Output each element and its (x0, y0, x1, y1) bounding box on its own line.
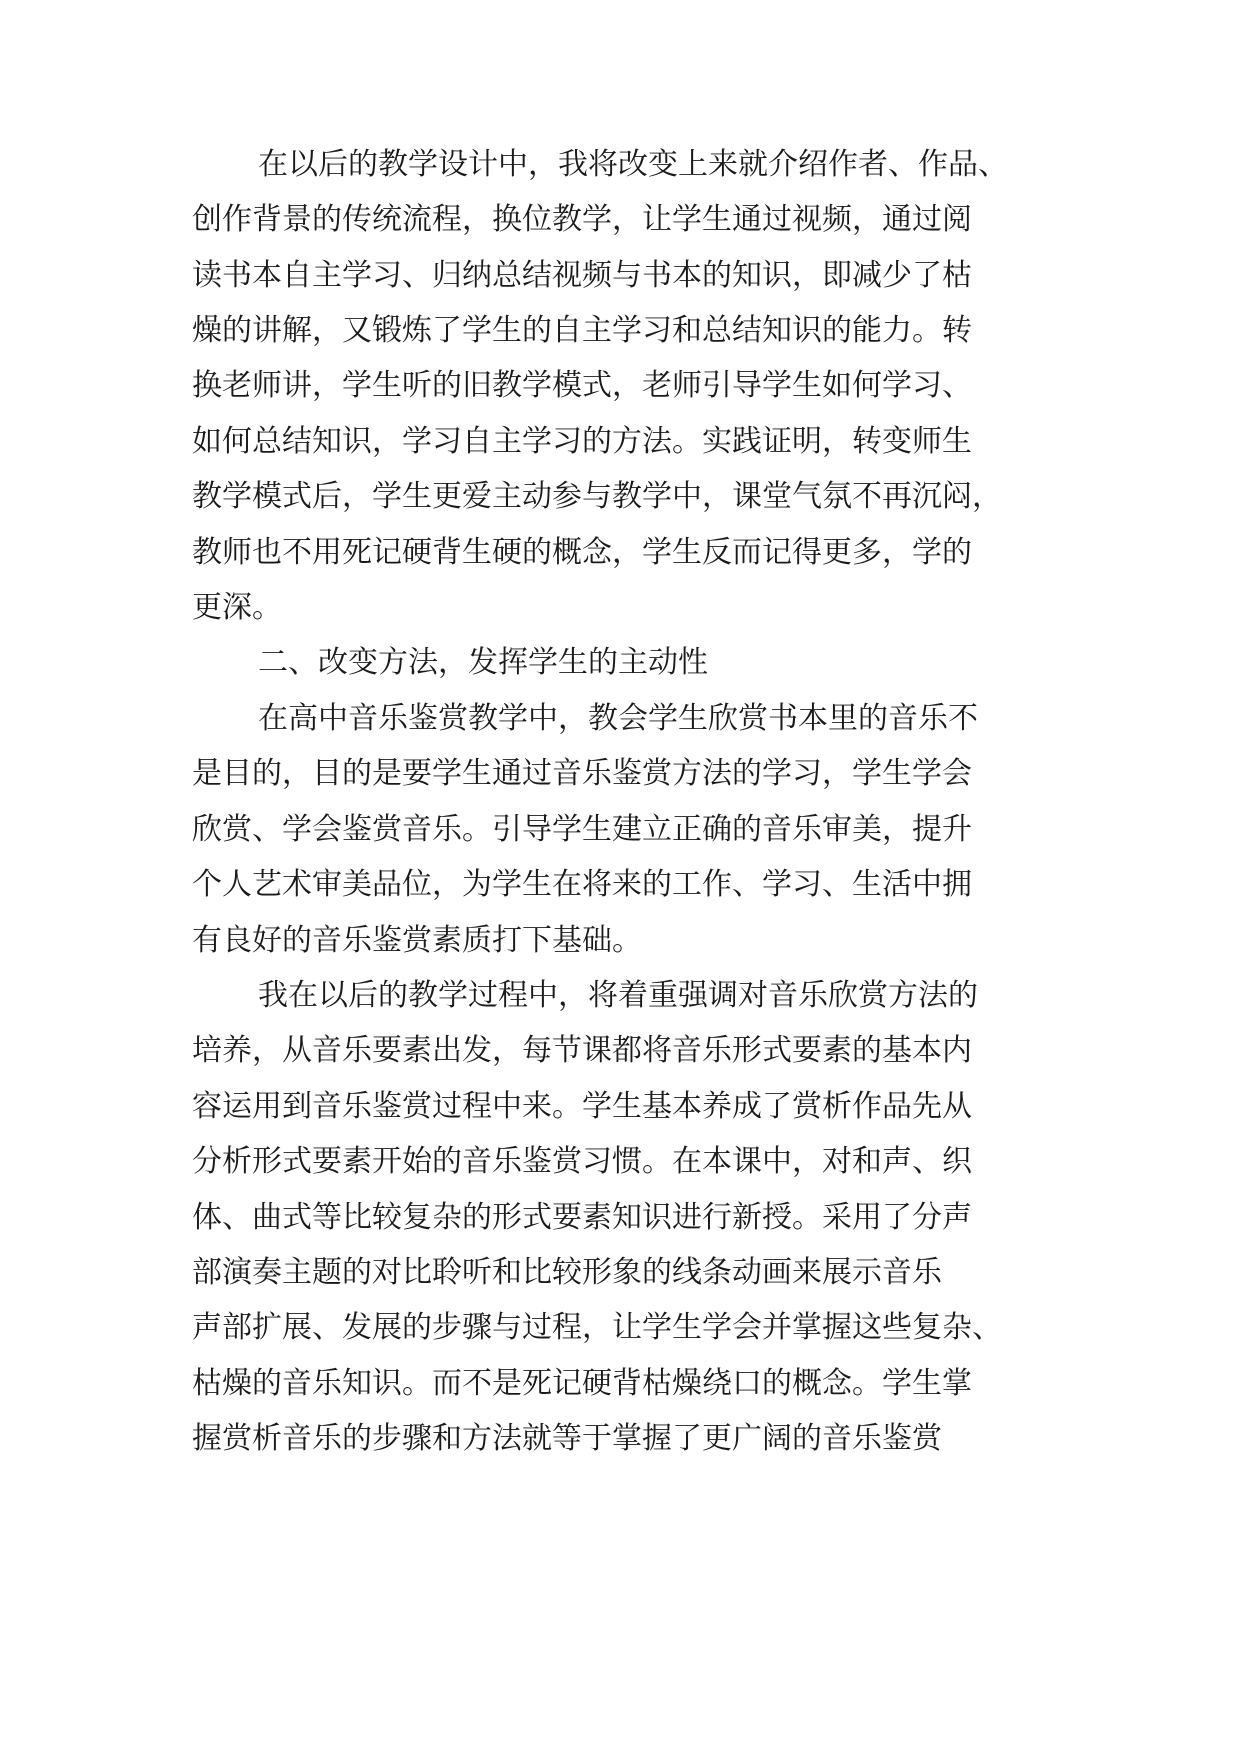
text-line: 欣赏、学会鉴赏音乐。引导学生建立正确的音乐审美，提升 (192, 812, 972, 847)
section-heading: 二、改变方法，发挥学生的主动性 (258, 645, 708, 680)
text-line: 燥的讲解，又锻炼了学生的自主学习和总结知识的能力。转 (192, 313, 972, 348)
text-line: 更深。 (192, 590, 282, 625)
text-line: 教学模式后，学生更爱主动参与教学中，课堂气氛不再沉闷， (192, 479, 1002, 514)
text-line: 体、曲式等比较复杂的形式要素知识进行新授。采用了分声 (192, 1200, 972, 1235)
text-line: 部演奏主题的对比聆听和比较形象的线条动画来展示音乐 (192, 1255, 942, 1290)
text-line: 枯燥的音乐知识。而不是死记硬背枯燥绕口的概念。学生掌 (192, 1366, 972, 1401)
text-line: 我在以后的教学过程中，将着重强调对音乐欣赏方法的 (258, 978, 978, 1013)
text-line: 握赏析音乐的步骤和方法就等于掌握了更广阔的音乐鉴赏 (192, 1421, 942, 1456)
text-line: 在高中音乐鉴赏教学中，教会学生欣赏书本里的音乐不 (258, 701, 978, 736)
text-line: 是目的，目的是要学生通过音乐鉴赏方法的学习，学生学会 (192, 756, 972, 791)
text-line: 声部扩展、发展的步骤与过程，让学生学会并掌握这些复杂、 (192, 1310, 1002, 1345)
text-line: 培养，从音乐要素出发，每节课都将音乐形式要素的基本内 (192, 1033, 972, 1068)
text-line: 有良好的音乐鉴赏素质打下基础。 (192, 923, 642, 958)
text-line: 创作背景的传统流程，换位教学，让学生通过视频，通过阅 (192, 202, 972, 237)
text-line: 读书本自主学习、归纳总结视频与书本的知识，即减少了枯 (192, 258, 972, 293)
text-line: 分析形式要素开始的音乐鉴赏习惯。在本课中，对和声、织 (192, 1144, 972, 1179)
text-line: 个人艺术审美品位，为学生在将来的工作、学习、生活中拥 (192, 867, 972, 902)
text-line: 容运用到音乐鉴赏过程中来。学生基本养成了赏析作品先从 (192, 1089, 972, 1124)
text-line: 教师也不用死记硬背生硬的概念，学生反而记得更多，学的 (192, 535, 972, 570)
text-line: 在以后的教学设计中，我将改变上来就介绍作者、作品、 (258, 147, 1008, 182)
text-line: 换老师讲，学生听的旧教学模式，老师引导学生如何学习、 (192, 368, 972, 403)
text-line: 如何总结知识，学习自主学习的方法。实践证明，转变师生 (192, 424, 972, 459)
